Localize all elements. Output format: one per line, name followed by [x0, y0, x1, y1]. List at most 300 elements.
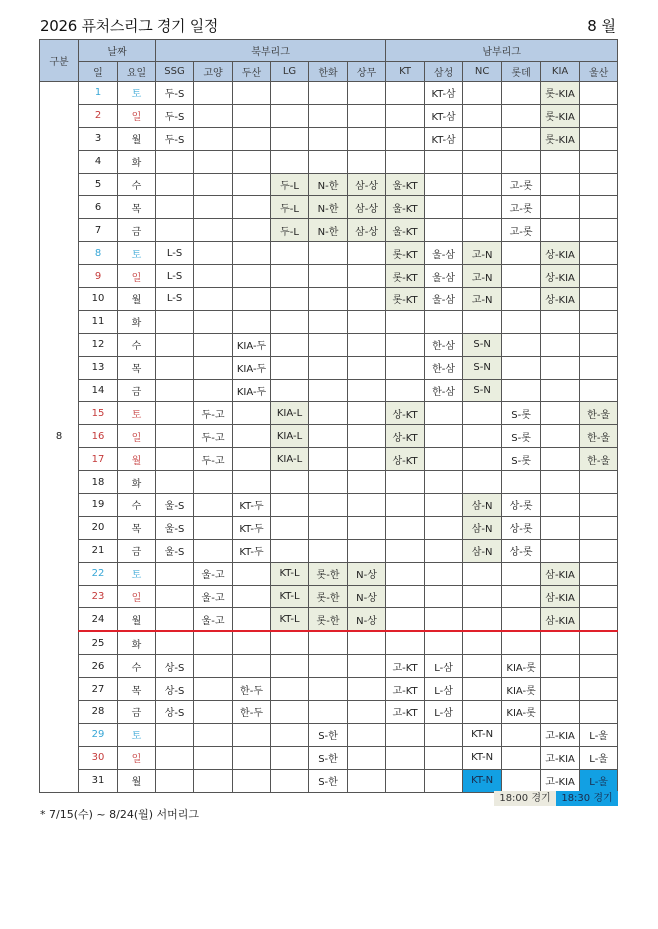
header-weekday: 요일 [118, 62, 156, 82]
weekday-cell: 금 [118, 219, 156, 242]
game-cell [233, 608, 271, 631]
weekday-cell: 월 [118, 127, 156, 150]
game-cell [348, 265, 386, 288]
game-cell [348, 402, 386, 425]
game-cell: L-울 [580, 746, 618, 769]
game-cell [233, 104, 271, 127]
day-cell: 14 [79, 379, 118, 402]
game-cell [463, 150, 502, 173]
weekday-cell: 수 [118, 173, 156, 196]
game-cell [233, 219, 271, 242]
game-cell [580, 242, 618, 265]
game-cell [233, 310, 271, 333]
game-cell [156, 723, 194, 746]
game-cell [309, 631, 348, 654]
table-row [40, 265, 618, 288]
game-cell: N-상 [348, 562, 386, 585]
game-cell [156, 585, 194, 608]
game-cell [309, 265, 348, 288]
game-cell [425, 539, 463, 562]
game-cell [541, 356, 580, 379]
game-cell: 삼-N [463, 516, 502, 539]
game-cell [541, 448, 580, 471]
weekday-cell: 목 [118, 678, 156, 701]
game-cell: 고-N [463, 288, 502, 311]
game-cell [580, 562, 618, 585]
game-cell [541, 379, 580, 402]
header-team: 롯데 [502, 62, 541, 82]
game-cell [309, 494, 348, 517]
game-cell [156, 562, 194, 585]
game-cell [386, 379, 425, 402]
table-row [40, 562, 618, 585]
game-cell [194, 631, 233, 654]
month-label: 8 월 [587, 17, 616, 35]
game-cell [348, 150, 386, 173]
header-north-league: 북부리그 [156, 40, 386, 62]
game-cell: 삼-N [463, 539, 502, 562]
game-cell [386, 539, 425, 562]
game-cell: KT-N [463, 723, 502, 746]
game-cell [386, 104, 425, 127]
game-cell: 삼-KIA [541, 562, 580, 585]
game-cell: S-한 [309, 769, 348, 792]
table-row [40, 769, 618, 792]
game-cell [194, 265, 233, 288]
game-cell [580, 631, 618, 654]
weekday-cell: 금 [118, 539, 156, 562]
game-cell: 울-삼 [425, 288, 463, 311]
game-cell [271, 631, 309, 654]
game-cell [386, 608, 425, 631]
game-cell [580, 678, 618, 701]
game-cell [463, 585, 502, 608]
game-cell: 고-롯 [502, 196, 541, 219]
game-cell [425, 516, 463, 539]
game-cell: S-롯 [502, 402, 541, 425]
game-cell [233, 265, 271, 288]
header-team: LG [271, 62, 309, 82]
table-row [40, 585, 618, 608]
weekday-cell: 화 [118, 150, 156, 173]
game-cell [348, 539, 386, 562]
game-cell: KIA-롯 [502, 655, 541, 678]
game-cell [156, 425, 194, 448]
table-row [40, 608, 618, 631]
game-cell [502, 379, 541, 402]
weekday-cell: 월 [118, 608, 156, 631]
table-row [40, 723, 618, 746]
game-cell [541, 196, 580, 219]
game-cell [386, 769, 425, 792]
game-cell [233, 448, 271, 471]
game-cell: 두-S [156, 127, 194, 150]
game-cell: 울-KT [386, 196, 425, 219]
game-cell [309, 655, 348, 678]
game-cell [580, 585, 618, 608]
game-cell: S-N [463, 379, 502, 402]
table-row [40, 127, 618, 150]
game-cell: N-상 [348, 608, 386, 631]
game-cell: 두-고 [194, 402, 233, 425]
game-cell [271, 471, 309, 494]
game-cell: 상-롯 [502, 516, 541, 539]
day-cell: 2 [79, 104, 118, 127]
game-cell [194, 288, 233, 311]
game-cell [309, 333, 348, 356]
game-cell [386, 82, 425, 105]
day-cell: 5 [79, 173, 118, 196]
game-cell: 울-S [156, 539, 194, 562]
game-cell: KT-두 [233, 539, 271, 562]
game-cell [156, 379, 194, 402]
game-cell [271, 379, 309, 402]
game-cell: 삼-KIA [541, 585, 580, 608]
game-cell: 울-고 [194, 608, 233, 631]
game-cell [194, 127, 233, 150]
game-cell: 롯-KT [386, 288, 425, 311]
game-cell [348, 631, 386, 654]
game-cell [425, 723, 463, 746]
game-cell: N-한 [309, 173, 348, 196]
game-cell [463, 173, 502, 196]
game-cell [271, 494, 309, 517]
weekday-cell: 월 [118, 288, 156, 311]
game-cell: 삼-상 [348, 196, 386, 219]
game-cell [156, 219, 194, 242]
game-cell [194, 678, 233, 701]
game-cell: KT-두 [233, 494, 271, 517]
game-cell [271, 746, 309, 769]
game-cell: L-삼 [425, 701, 463, 724]
weekday-cell: 일 [118, 265, 156, 288]
game-cell [541, 333, 580, 356]
game-cell [348, 655, 386, 678]
game-cell: 고-N [463, 242, 502, 265]
game-cell [348, 723, 386, 746]
game-cell [348, 333, 386, 356]
game-cell [386, 562, 425, 585]
game-cell [386, 516, 425, 539]
game-cell [233, 655, 271, 678]
game-cell [233, 196, 271, 219]
day-cell: 1 [79, 82, 118, 105]
game-cell: KIA-롯 [502, 701, 541, 724]
game-cell [194, 516, 233, 539]
day-cell: 16 [79, 425, 118, 448]
game-cell: 삼-상 [348, 219, 386, 242]
day-cell: 30 [79, 746, 118, 769]
header-team: 울산 [580, 62, 618, 82]
legend [494, 791, 618, 806]
game-cell [194, 701, 233, 724]
game-cell [541, 655, 580, 678]
game-cell [156, 150, 194, 173]
game-cell [194, 104, 233, 127]
game-cell [309, 310, 348, 333]
game-cell: L-울 [580, 723, 618, 746]
game-cell [309, 402, 348, 425]
game-cell [502, 562, 541, 585]
game-cell [502, 265, 541, 288]
day-cell: 21 [79, 539, 118, 562]
game-cell: 울-고 [194, 585, 233, 608]
game-cell: 울-삼 [425, 242, 463, 265]
game-cell: 롯-KIA [541, 127, 580, 150]
game-cell [156, 196, 194, 219]
game-cell [156, 356, 194, 379]
game-cell [309, 288, 348, 311]
game-cell: KIA-L [271, 425, 309, 448]
game-cell: 고-KIA [541, 723, 580, 746]
game-cell [541, 678, 580, 701]
game-cell: 울-KT [386, 219, 425, 242]
game-cell [194, 494, 233, 517]
game-cell [580, 265, 618, 288]
table-row [40, 539, 618, 562]
game-cell [580, 356, 618, 379]
game-cell [233, 631, 271, 654]
game-cell: 롯-KT [386, 265, 425, 288]
table-row [40, 310, 618, 333]
weekday-cell: 목 [118, 196, 156, 219]
schedule-table [39, 39, 618, 793]
month-group-cell: 8 [40, 82, 79, 793]
game-cell [309, 242, 348, 265]
header-team: 상무 [348, 62, 386, 82]
game-cell [309, 104, 348, 127]
game-cell: S-한 [309, 723, 348, 746]
weekday-cell: 토 [118, 82, 156, 105]
weekday-cell: 월 [118, 769, 156, 792]
game-cell [271, 655, 309, 678]
table-row [40, 82, 618, 105]
weekday-cell: 토 [118, 242, 156, 265]
game-cell [463, 425, 502, 448]
game-cell: L-울 [580, 769, 618, 792]
game-cell [233, 585, 271, 608]
game-cell: 두-고 [194, 425, 233, 448]
game-cell [502, 608, 541, 631]
game-cell [386, 723, 425, 746]
game-cell: N-한 [309, 219, 348, 242]
game-cell [194, 173, 233, 196]
game-cell [233, 562, 271, 585]
game-cell: KT-두 [233, 516, 271, 539]
game-cell [425, 150, 463, 173]
game-cell [463, 631, 502, 654]
weekday-cell: 목 [118, 516, 156, 539]
table-row [40, 631, 618, 654]
game-cell: 한-두 [233, 678, 271, 701]
game-cell: 상-KT [386, 425, 425, 448]
game-cell: L-삼 [425, 655, 463, 678]
game-cell [502, 356, 541, 379]
weekday-cell: 금 [118, 379, 156, 402]
weekday-cell: 목 [118, 356, 156, 379]
weekday-cell: 수 [118, 333, 156, 356]
game-cell [386, 356, 425, 379]
day-cell: 31 [79, 769, 118, 792]
table-row [40, 425, 618, 448]
day-cell: 25 [79, 631, 118, 654]
game-cell [194, 655, 233, 678]
table-row [40, 494, 618, 517]
header-day: 일 [79, 62, 118, 82]
game-cell: KIA-두 [233, 356, 271, 379]
game-cell [580, 127, 618, 150]
game-cell [348, 104, 386, 127]
game-cell: 한-두 [233, 701, 271, 724]
game-cell: N-한 [309, 196, 348, 219]
game-cell [386, 471, 425, 494]
game-cell [463, 310, 502, 333]
header-team: 고양 [194, 62, 233, 82]
game-cell: KT-L [271, 585, 309, 608]
game-cell [580, 333, 618, 356]
day-cell: 17 [79, 448, 118, 471]
game-cell [425, 631, 463, 654]
weekday-cell: 일 [118, 425, 156, 448]
header-team: 한화 [309, 62, 348, 82]
game-cell: 상-S [156, 678, 194, 701]
game-cell: 울-S [156, 494, 194, 517]
game-cell [580, 516, 618, 539]
game-cell [271, 265, 309, 288]
game-cell: 롯-한 [309, 585, 348, 608]
game-cell [271, 678, 309, 701]
game-cell [271, 82, 309, 105]
game-cell: KT-N [463, 746, 502, 769]
game-cell [425, 425, 463, 448]
game-cell: L-S [156, 288, 194, 311]
game-cell: KIA-두 [233, 333, 271, 356]
game-cell [271, 104, 309, 127]
game-cell: 한-울 [580, 425, 618, 448]
game-cell [580, 379, 618, 402]
game-cell: KIA-롯 [502, 678, 541, 701]
game-cell [580, 608, 618, 631]
table-row [40, 516, 618, 539]
game-cell: S-롯 [502, 425, 541, 448]
game-cell: 두-S [156, 104, 194, 127]
table-row [40, 356, 618, 379]
game-cell: KT-삼 [425, 104, 463, 127]
game-cell [233, 402, 271, 425]
game-cell: 롯-한 [309, 608, 348, 631]
game-cell [463, 402, 502, 425]
game-cell [271, 242, 309, 265]
game-cell: 울-S [156, 516, 194, 539]
game-cell: 두-S [156, 82, 194, 105]
game-cell [580, 196, 618, 219]
game-cell [348, 242, 386, 265]
game-cell [271, 333, 309, 356]
game-cell [541, 631, 580, 654]
game-cell [580, 494, 618, 517]
game-cell [271, 150, 309, 173]
game-cell: 울-고 [194, 562, 233, 585]
game-cell [463, 104, 502, 127]
legend-1800-game: 18:00 경기 [494, 791, 556, 806]
game-cell: 상-롯 [502, 539, 541, 562]
day-cell: 3 [79, 127, 118, 150]
day-cell: 11 [79, 310, 118, 333]
game-cell [580, 173, 618, 196]
game-cell: 상-S [156, 655, 194, 678]
game-cell [541, 150, 580, 173]
game-cell [309, 425, 348, 448]
game-cell: 고-N [463, 265, 502, 288]
game-cell [156, 608, 194, 631]
table-row [40, 196, 618, 219]
game-cell: 한-울 [580, 402, 618, 425]
day-cell: 8 [79, 242, 118, 265]
game-cell [425, 173, 463, 196]
header-team: NC [463, 62, 502, 82]
header-group: 구분 [40, 40, 79, 82]
game-cell [348, 425, 386, 448]
game-cell [271, 769, 309, 792]
day-cell: 4 [79, 150, 118, 173]
table-row [40, 219, 618, 242]
game-cell [194, 196, 233, 219]
game-cell [580, 150, 618, 173]
game-cell [348, 516, 386, 539]
day-cell: 28 [79, 701, 118, 724]
day-cell: 23 [79, 585, 118, 608]
game-cell [425, 769, 463, 792]
game-cell [271, 288, 309, 311]
game-cell [348, 701, 386, 724]
game-cell [309, 379, 348, 402]
game-cell: 두-고 [194, 448, 233, 471]
game-cell [233, 173, 271, 196]
table-row [40, 173, 618, 196]
game-cell [425, 746, 463, 769]
header-team: KT [386, 62, 425, 82]
game-cell [463, 448, 502, 471]
game-cell [425, 494, 463, 517]
game-cell: 삼-상 [348, 173, 386, 196]
game-cell [233, 746, 271, 769]
game-cell [502, 310, 541, 333]
weekday-cell: 월 [118, 448, 156, 471]
game-cell [425, 448, 463, 471]
game-cell [502, 746, 541, 769]
game-cell [502, 333, 541, 356]
game-cell [580, 701, 618, 724]
game-cell [541, 173, 580, 196]
game-cell [194, 769, 233, 792]
weekday-cell: 화 [118, 471, 156, 494]
game-cell [156, 173, 194, 196]
game-cell [194, 539, 233, 562]
game-cell: L-S [156, 242, 194, 265]
game-cell [348, 494, 386, 517]
day-cell: 24 [79, 608, 118, 631]
game-cell [156, 448, 194, 471]
game-cell [425, 219, 463, 242]
weekday-cell: 일 [118, 585, 156, 608]
game-cell [233, 288, 271, 311]
table-row [40, 333, 618, 356]
game-cell: 삼-KIA [541, 608, 580, 631]
game-cell [309, 701, 348, 724]
weekday-cell: 화 [118, 631, 156, 654]
game-cell: 고-롯 [502, 219, 541, 242]
game-cell [386, 746, 425, 769]
